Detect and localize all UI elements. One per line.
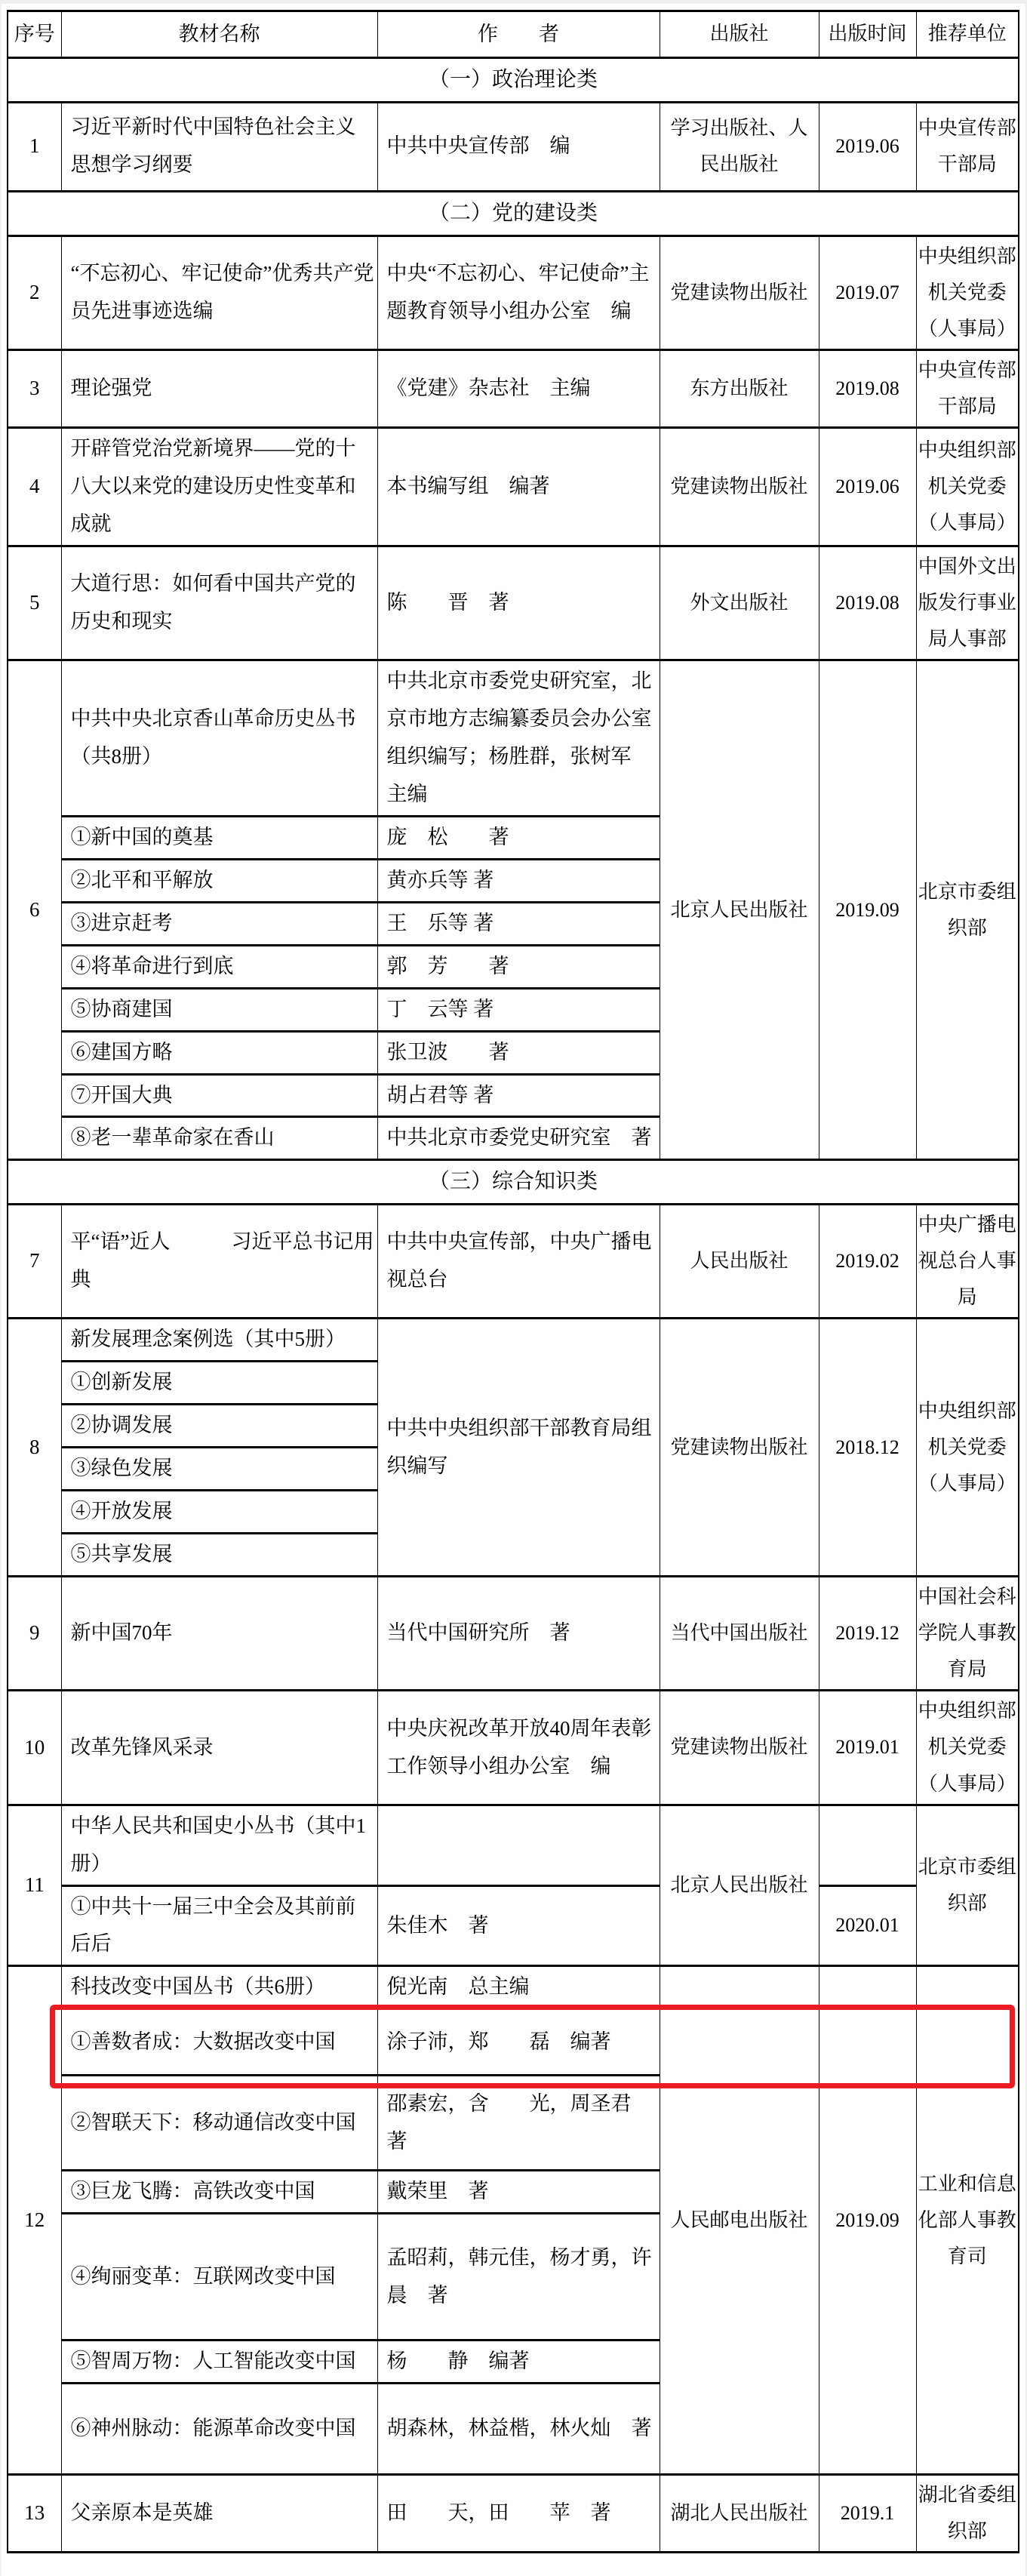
author-cell: 中共中央宣传部 编 [377,102,660,191]
date-cell: 2019.09 [819,660,916,1160]
author-cell: 黄亦兵等 著 [377,859,660,902]
author-cell: 胡占君等 著 [377,1074,660,1117]
author-cell: 中共北京市委党史研究室 著 [377,1117,660,1160]
serial-cell: 13 [8,2475,61,2553]
author-cell: 王 乐等 著 [377,902,660,945]
serial-cell: 10 [8,1691,61,1805]
unit-cell: 湖北省委组织部 [916,2475,1019,2553]
serial-cell: 8 [8,1319,61,1577]
title-cell: 理论强党 [61,349,377,427]
date-cell: 2019.07 [819,235,916,349]
unit-cell: 北京市委组织部 [916,1805,1019,1966]
serial-cell: 3 [8,349,61,427]
author-cell: 陈 晋 著 [377,546,660,660]
date-cell [819,1805,916,1885]
date-cell: 2018.12 [819,1319,916,1577]
table-row-3 [8,349,1019,427]
date-cell: 2019.02 [819,1205,916,1319]
table-subrow [8,1885,1019,1966]
author-cell: 当代中国研究所 著 [377,1577,660,1691]
col-header-unit: 推荐单位 [916,11,1019,58]
serial-cell: 11 [8,1805,61,1966]
unit-cell: 中央宣传部干部局 [916,349,1019,427]
title-cell: ②智联天下：移动通信改变中国 [61,2076,377,2171]
serial-cell: 7 [8,1205,61,1319]
unit-cell: 中央组织部机关党委（人事局） [916,235,1019,349]
author-cell: 中央“不忘初心、牢记使命”主题教育领导小组办公室 编 [377,235,660,349]
author-cell: 中共北京市委党史研究室，北京市地方志编纂委员会办公室组织编写；杨胜群，张树军 主编 [377,660,660,817]
table-wrap [2,4,1025,2576]
unit-cell: 中央组织部机关党委（人事局） [916,1319,1019,1577]
title-cell: ⑦开国大典 [61,1074,377,1117]
title-cell: 中华人民共和国史小丛书（其中1册） [61,1805,377,1885]
title-cell: 新中国70年 [61,1577,377,1691]
serial-cell: 9 [8,1577,61,1691]
unit-cell: 中国外文出版发行事业局人事部 [916,546,1019,660]
unit-cell: 中央组织部机关党委（人事局） [916,1691,1019,1805]
title-cell: ①中共十一届三中全会及其前前后后 [61,1885,377,1966]
author-cell: 孟昭莉，韩元佳，杨才勇，许晨 著 [377,2214,660,2341]
author-cell: 邵素宏，含 光，周圣君 著 [377,2076,660,2171]
publisher-cell: 湖北人民出版社 [660,2475,819,2553]
author-cell: 中共中央宣传部，中央广播电视总台 [377,1205,660,1319]
title-cell: ⑤共享发展 [61,1534,377,1577]
publisher-cell: 党建读物出版社 [660,428,819,546]
title-cell: ②协调发展 [61,1405,377,1448]
author-cell: 涂子沛，郑 磊 编著 [377,2009,660,2076]
publisher-cell: 人民出版社 [660,1205,819,1319]
author-cell: 中央庆祝改革开放40周年表彰工作领导小组办公室 编 [377,1691,660,1805]
serial-cell: 2 [8,235,61,349]
unit-cell: 工业和信息化部人事教育司 [916,1966,1019,2475]
unit-cell: 北京市委组织部 [916,660,1019,1160]
table-row-8 [8,1319,1019,1362]
title-cell: 改革先锋风采录 [61,1691,377,1805]
publisher-cell: 党建读物出版社 [660,1691,819,1805]
title-cell: ⑥神州脉动：能源革命改变中国 [61,2384,377,2475]
publisher-cell: 东方出版社 [660,349,819,427]
date-cell: 2020.01 [819,1885,916,1966]
table-row-10 [8,1691,1019,1805]
table-row-7 [8,1205,1019,1319]
title-cell: 开辟管党治党新境界——党的十八大以来党的建设历史性变革和成就 [61,428,377,546]
title-cell: 习近平新时代中国特色社会主义思想学习纲要 [61,102,377,191]
title-cell: ④绚丽变革：互联网改变中国 [61,2214,377,2341]
author-cell: 中共中央组织部干部教育局组织编写 [377,1319,660,1577]
table-row-11 [8,1805,1019,1885]
date-cell: 2019.08 [819,546,916,660]
title-cell: ⑧老一辈革命家在香山 [61,1117,377,1160]
title-cell: ①新中国的奠基 [61,816,377,859]
publisher-cell: 北京人民出版社 [660,660,819,1160]
title-cell: 科技改变中国丛书（共6册） [61,1966,377,2009]
table-row-4 [8,428,1019,546]
section-title: （二）党的建设类 [8,191,1019,235]
publisher-cell: 党建读物出版社 [660,1319,819,1577]
title-cell: ①创新发展 [61,1362,377,1405]
date-cell: 2019.06 [819,428,916,546]
title-cell: “不忘初心、牢记使命”优秀共产党员先进事迹选编 [61,235,377,349]
serial-cell: 6 [8,660,61,1160]
title-cell: ③绿色发展 [61,1448,377,1491]
unit-cell: 中央组织部机关党委（人事局） [916,428,1019,546]
table-row-6 [8,660,1019,817]
table-row-5 [8,546,1019,660]
section-row-politics [8,58,1019,103]
author-cell: 庞 松 著 [377,816,660,859]
unit-cell: 中国社会科学院人事教育局 [916,1577,1019,1691]
col-header-publisher: 出版社 [660,11,819,58]
table-header-row [8,11,1019,58]
author-cell: 杨 静 编著 [377,2341,660,2384]
title-cell: ②北平和平解放 [61,859,377,902]
title-cell: 新发展理念案例选（其中5册） [61,1319,377,1362]
recommended-textbooks-table [7,10,1019,2553]
author-cell: 郭 芳 著 [377,945,660,988]
publisher-cell: 学习出版社、人民出版社 [660,102,819,191]
title-cell: ③巨龙飞腾：高铁改变中国 [61,2171,377,2214]
author-cell: 倪光南 总主编 [377,1966,660,2009]
col-header-author: 作 者 [377,11,660,58]
table-row-1 [8,102,1019,191]
author-cell: 《党建》杂志社 主编 [377,349,660,427]
title-cell: 父亲原本是英雄 [61,2475,377,2553]
title-cell: ④将革命进行到底 [61,945,377,988]
date-cell: 2019.06 [819,102,916,191]
col-header-serial: 序号 [8,11,61,58]
unit-cell: 中央宣传部干部局 [916,102,1019,191]
title-cell: 平“语”近人 习近平总书记用典 [61,1205,377,1319]
author-cell: 胡森林，林益楷，林火灿 著 [377,2384,660,2475]
title-cell: ④开放发展 [61,1491,377,1534]
col-header-date: 出版时间 [819,11,916,58]
publisher-cell: 人民邮电出版社 [660,1966,819,2475]
title-cell: ⑤智周万物：人工智能改变中国 [61,2341,377,2384]
author-cell: 朱佳木 著 [377,1885,660,1966]
serial-cell: 5 [8,546,61,660]
serial-cell: 1 [8,102,61,191]
table-row-9 [8,1577,1019,1691]
title-cell: 中共中央北京香山革命历史丛书（共8册） [61,660,377,817]
serial-cell: 12 [8,1966,61,2475]
col-header-title: 教材名称 [61,11,377,58]
title-cell: ⑤协商建国 [61,988,377,1031]
date-cell: 2019.12 [819,1577,916,1691]
section-row-general-knowledge [8,1160,1019,1205]
publisher-cell: 党建读物出版社 [660,235,819,349]
date-cell: 2019.1 [819,2475,916,2553]
publisher-cell: 北京人民出版社 [660,1805,819,1966]
publisher-cell: 外文出版社 [660,546,819,660]
date-cell: 2019.09 [819,1966,916,2475]
table-row-13 [8,2475,1019,2553]
unit-cell: 中央广播电视总台人事局 [916,1205,1019,1319]
table-row-12 [8,1966,1019,2009]
section-row-party-building [8,191,1019,235]
author-cell: 张卫波 著 [377,1031,660,1074]
title-cell: ①善数者成：大数据改变中国 [61,2009,377,2076]
author-cell [377,1805,660,1885]
section-title: （一）政治理论类 [8,58,1019,103]
publisher-cell: 当代中国出版社 [660,1577,819,1691]
serial-cell: 4 [8,428,61,546]
title-cell: 大道行思：如何看中国共产党的历史和现实 [61,546,377,660]
document-page [2,4,1025,2576]
date-cell: 2019.08 [819,349,916,427]
section-title: （三）综合知识类 [8,1160,1019,1205]
date-cell: 2019.01 [819,1691,916,1805]
author-cell: 本书编写组 编著 [377,428,660,546]
table-row-2 [8,235,1019,349]
title-cell: ③进京赶考 [61,902,377,945]
author-cell: 丁 云等 著 [377,988,660,1031]
author-cell: 戴荣里 著 [377,2171,660,2214]
title-cell: ⑥建国方略 [61,1031,377,1074]
author-cell: 田 天，田 苹 著 [377,2475,660,2553]
